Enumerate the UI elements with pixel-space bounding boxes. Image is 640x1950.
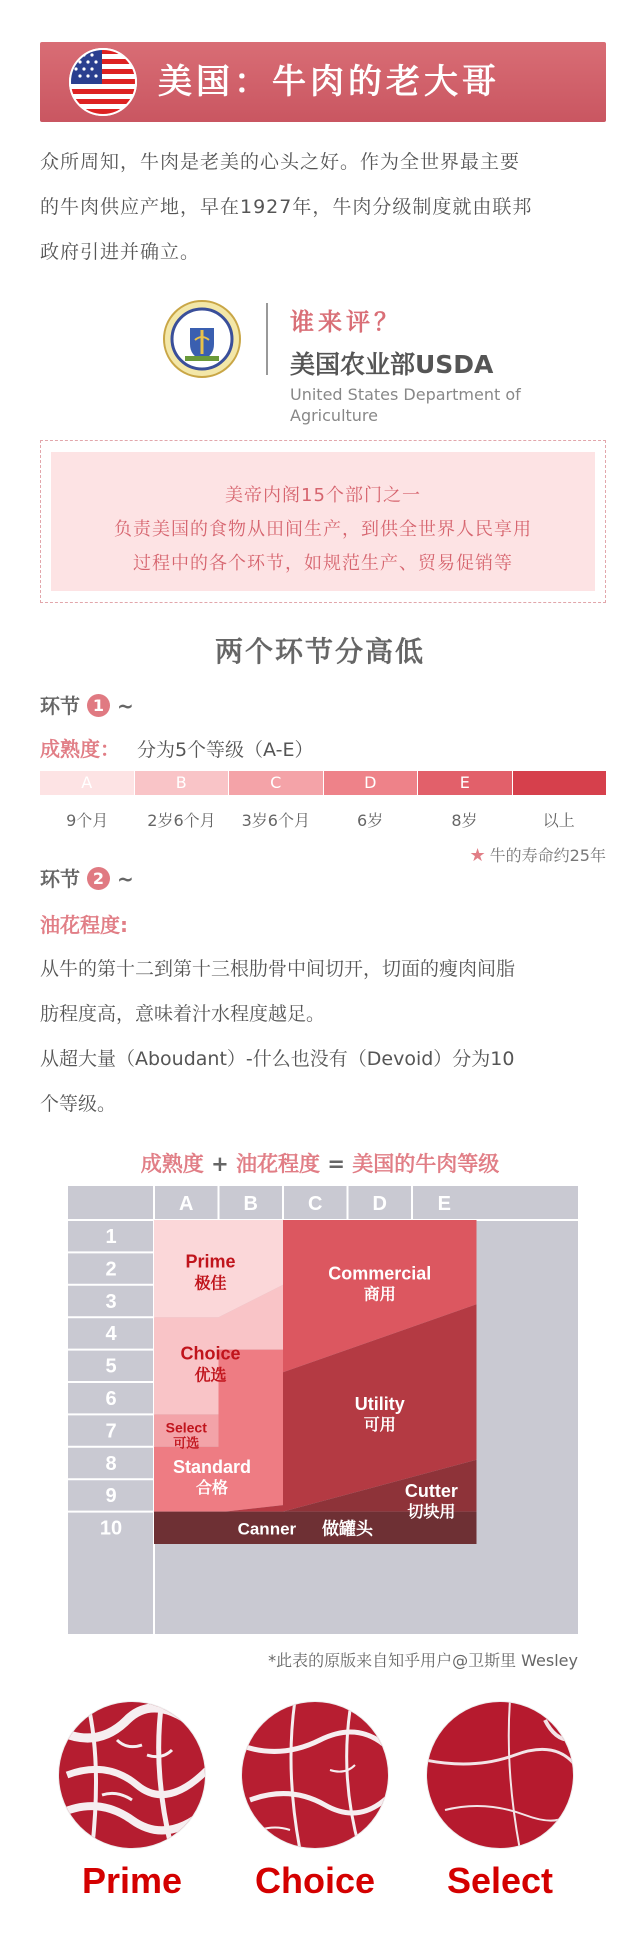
paragraph-line: 从超大量（Aboudant）-什么也没有（Devoid）分为10	[40, 1048, 515, 1070]
prime-photo-label: Prime	[81, 1860, 183, 1901]
select-photo-label: Select	[446, 1860, 554, 1901]
stage-tilde: ~	[116, 694, 134, 718]
row-header: 7	[105, 1420, 117, 1443]
formula-equals: =	[327, 1152, 345, 1176]
intro-paragraph	[40, 140, 606, 275]
commercial-label-zh: 商用	[363, 1286, 396, 1304]
star-icon: ★	[469, 845, 486, 866]
cutter-label: Cutter	[404, 1481, 458, 1502]
intro-line: 众所周知，牛肉是老美的心头之好。作为全世界最主要	[40, 151, 521, 173]
commercial-label: Commercial	[328, 1263, 432, 1284]
row-header: 2	[105, 1258, 117, 1281]
banner-title: 美国：牛肉的老大哥	[158, 62, 500, 102]
stage-tilde: ~	[116, 867, 134, 891]
choice-label: Choice	[180, 1343, 241, 1364]
column-header: B	[243, 1193, 258, 1215]
note-line: 过程中的各个环节，如规范生产、贸易促销等	[133, 553, 513, 574]
usda-note-inner	[51, 452, 595, 591]
row-header: 3	[105, 1290, 117, 1313]
usda-english-line: Agriculture	[290, 406, 378, 425]
column-header: A	[179, 1193, 194, 1215]
choice-beef-photo	[240, 1700, 390, 1850]
column-header: C	[308, 1193, 323, 1215]
maturity-ages	[40, 808, 606, 831]
row-header: 1	[105, 1226, 117, 1248]
select-label-zh: 可选	[173, 1435, 200, 1451]
scale-cell-a: A	[40, 771, 135, 795]
beef-grade-table	[68, 1186, 578, 1634]
usda-question: 谁来评？	[290, 308, 402, 336]
usda-divider	[266, 303, 268, 375]
column-header: D	[372, 1193, 387, 1215]
scale-cell-e: E	[418, 771, 513, 795]
standard-label: Standard	[173, 1456, 252, 1477]
stage-label: 环节	[40, 867, 80, 891]
utility-label-zh: 可用	[363, 1417, 396, 1434]
formula-plus: +	[211, 1152, 229, 1176]
row-header: 9	[105, 1485, 117, 1508]
criterion-description: 分为5个等级（A-E）	[136, 739, 314, 761]
prime-label-zh: 极佳	[194, 1275, 227, 1293]
select-beef-photo	[425, 1700, 575, 1850]
scale-cell-b: B	[135, 771, 230, 795]
utility-label: Utility	[354, 1394, 405, 1414]
us-flag-icon	[68, 47, 138, 117]
scale-cell-c: C	[229, 771, 324, 795]
row-header: 5	[105, 1355, 117, 1378]
intro-line: 政府引进并确立。	[40, 241, 201, 263]
formula-maturity: 成熟度	[140, 1152, 204, 1176]
marbling-paragraph-2	[40, 1037, 606, 1127]
usda-note-box	[40, 440, 606, 603]
lifespan-text: 牛的寿命约25年	[489, 846, 606, 865]
formula-result: 美国的牛肉等级	[352, 1152, 500, 1176]
age-label: 3岁6个月	[241, 811, 310, 830]
canner-label-zh: 做罐头	[322, 1519, 373, 1539]
note-line: 负责美国的食物从田间生产，到供全世界人民享用	[114, 519, 532, 540]
prime-label: Prime	[185, 1251, 236, 1272]
stage-label: 环节	[40, 694, 80, 718]
scale-cell-d: D	[324, 771, 419, 795]
usda-english-line: United States Department of	[290, 385, 521, 404]
age-label: 8岁	[451, 811, 478, 830]
grading-formula	[0, 1148, 640, 1178]
paragraph-line: 肪程度高，意味着汁水程度越足。	[40, 1003, 326, 1025]
choice-label-zh: 优选	[194, 1367, 227, 1385]
standard-label-zh: 合格	[196, 1479, 229, 1497]
maturity-scale	[40, 771, 606, 795]
stage-2-heading	[40, 863, 134, 892]
formula-marbling: 油花程度	[236, 1152, 320, 1176]
row-header: 10	[99, 1517, 123, 1540]
canner-label: Canner	[237, 1519, 297, 1539]
scale-cell-beyond	[513, 771, 607, 795]
paragraph-line: 个等级。	[40, 1093, 117, 1115]
stage-number-badge: 1	[87, 694, 110, 717]
marbling-paragraph-1	[40, 947, 606, 1037]
usda-english-name	[290, 384, 540, 426]
age-label: 2岁6个月	[147, 811, 216, 830]
prime-beef-photo	[57, 1700, 207, 1850]
row-header: 8	[105, 1452, 117, 1475]
stage-number-badge: 2	[87, 867, 110, 890]
age-label: 以上	[542, 811, 575, 830]
choice-photo-label: Choice	[254, 1860, 376, 1901]
title-banner	[40, 42, 606, 122]
lifespan-note	[469, 843, 606, 866]
note-line: 美帝内阁15个部门之一	[225, 485, 421, 506]
select-label: Select	[165, 1419, 207, 1436]
criterion-label: 成熟度：	[40, 737, 120, 761]
column-header: E	[437, 1193, 451, 1215]
age-label: 9个月	[66, 811, 109, 830]
stage-1-heading	[40, 690, 134, 719]
marbling-criterion: 油花程度:	[40, 913, 128, 937]
paragraph-line: 从牛的第十二到第十三根肋骨中间切开，切面的瘦肉间脂	[40, 958, 516, 980]
table-credit: *此表的原版来自知乎用户@卫斯里 Wesley	[268, 1651, 578, 1670]
age-label: 6岁	[357, 811, 384, 830]
section-title: 两个环节分高低	[214, 635, 425, 668]
usda-name: 美国农业部USDA	[290, 350, 494, 379]
row-header: 4	[105, 1323, 117, 1346]
intro-line: 的牛肉供应产地，早在1927年，牛肉分级制度就由联邦	[40, 196, 533, 218]
cutter-label-zh: 切块用	[407, 1504, 456, 1522]
maturity-criterion	[40, 733, 314, 762]
row-header: 6	[105, 1388, 117, 1410]
usda-seal-icon	[163, 300, 241, 378]
